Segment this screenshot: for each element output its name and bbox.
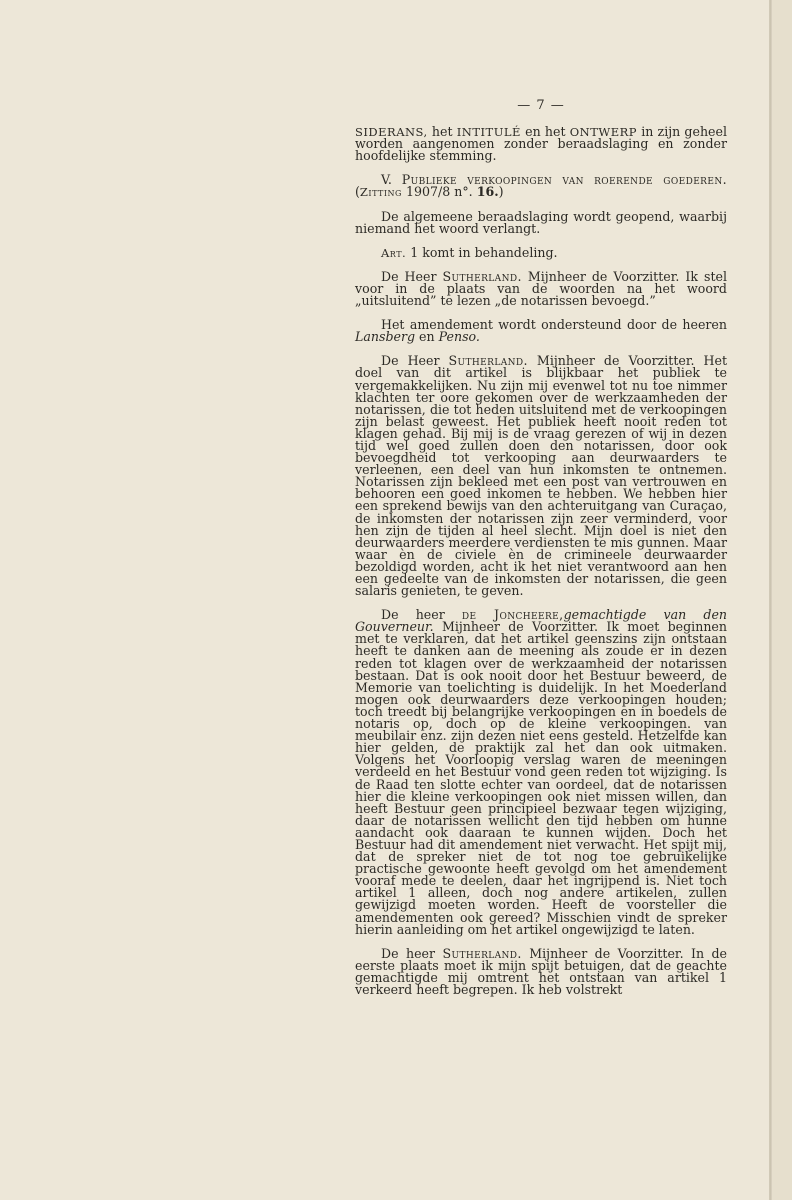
paragraph-sutherland-3: De heer Sutherland. Mijnheer de Voorzitter. In de eerste plaats moet ik mijn spijt betuigen, dat de geachte gemachtigde mij omtrent het ontstaan van artikel 1 verkeerd heeft begrepen. Ik heb volstrekt — [355, 945, 728, 997]
paragraph-sutherland-2: De Heer Sutherland. Mijnheer de Voorzitter. Het doel van dit artikel is blijkbaar het publiek te vergemakkelijken. Nu zijn mij evenwel tot nu toe nimmer klachten ter oore gekomen over de werkzaamheden der notarissen, die tot heden uitsluitend met de verkoopingen zijn belast geweest. Het publiek heeft nooit reden tot klagen gehad. Bij mij is de vraag gerezen of wij in dezen tijd wel goed zullen doen den notarissen, door ook bevoegdheid tot verkooping aan deurwaarders te verleenen, een deel van hun inkomsten te ontnemen. Notarissen zijn bekleed met een post van vertrouwen en behooren een goed inkomen te hebben. We hebben hier een sprekend bewijs van den achteruitgang van Curaçao, de inkomsten der notarissen zijn zeer verminderd, voor hen zijn de tijden al heel slecht. Mijn doel is niet den deurwaarders meerdere verdiensten te mis gunnen. Maar waar èn de civiele èn de crimineele deurwaarder bezoldigd worden, acht ik het niet verantwoord aan hen een gedeelte van de inkomsten der notarissen, die geen salaris genieten, te geven. — [355, 353, 727, 599]
section-heading: V. Publieke verkoopingen van roerende goederen. (Zitting 1907/8 n°. 16.) — [355, 172, 727, 200]
paragraph-artikel: Art. 1 komt in behandeling. — [381, 244, 558, 260]
page-content — [355, 100, 727, 1008]
paragraph-beraadslaging: De algemeene beraadslaging wordt geopend, waarbij niemand het woord verlangt. — [355, 208, 727, 236]
page-edge — [772, 0, 792, 1200]
paragraph-joncheere: De heer de Joncheere,gemachtigde van den Gouverneur. Mijnheer de Voorzitter. Ik moet beginnen met te verklaren, dat het artikel geenszins zijn ontstaan heeft te danken aan de meening als zoude er in dezen reden tot klagen over de werkzaamheid der notarissen bestaan. Dat is ook nooit door het Bestuur beweerd, de Memorie van toelichting is duidelijk. In het Moederland mogen ook deurwaarders deze verkoopingen houden; toch treedt bij belangrijke verkoopingen en in boedels de notaris op, doch op de kleine verkoopingen. van meubilair enz. zijn dezen niet eens gesteld. Hetzelfde kan hier gelden, de praktijk zal het dan ook uitmaken. Volgens het Voorloopig verslag waren de meeningen verdeeld en het Bestuur vond geen reden tot wijziging. Is de Raad ten slotte echter van oordeel, dat de notarissen hier die kleine verkoopingen ook niet missen willen, dan heeft Bestuur geen principieel bezwaar tegen wijziging, daar de notarissen wellicht den tijd hebben om hunne aandacht ook daaraan te kunnen wijden. Doch het Bestuur had dit amendement niet verwacht. Het spijt mij, dat de spreker niet de tot nog toe gebruikelijke practische gewoonte heeft gevolgd om het amendement vooraf mede te deelen, daar het ingrijpend is. Niet toch artikel 1 alleen, doch nog andere artikelen, zullen gewijzigd moeten worden. Heeft de voorsteller die amendementen ook gereed? Misschien vindt de spreker hierin aanleiding om het artikel ongewijzigd te laten. — [355, 607, 728, 937]
page-number: — 7 — — [517, 98, 565, 113]
paragraph-sutherland-1: De Heer Sutherland. Mijnheer de Voorzitter. Ik stel voor in de plaats van de woorden na het woord „uitsluitend” te lezen „de notarissen bevoegd.” — [355, 268, 728, 309]
paragraph-intitule: SIDERANS, het INTITULÉ en het ONTWERP in zijn geheel worden aangenomen zonder beraadslaging en zonder hoofdelijke stemming. — [355, 124, 727, 164]
paragraph-amendement: Het amendement wordt ondersteund door de heeren Lansberg en Penso. — [355, 317, 727, 345]
